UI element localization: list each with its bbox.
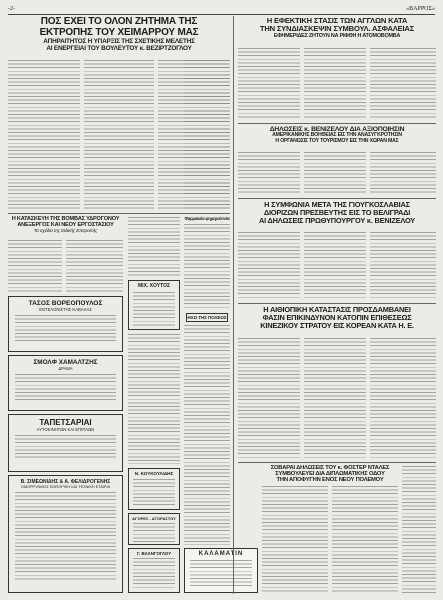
article-body-text	[238, 338, 300, 458]
page-header	[8, 6, 435, 14]
ad-koukoulidis	[128, 468, 180, 510]
headline-dulles-3: ΤΗΝ ΑΠΟΦΥΓΗΝ ΕΝΟΣ ΝΕΟΥ ΠΟΛΕΜΟΥ	[276, 477, 384, 484]
ad-text	[15, 435, 116, 459]
article-ektropi	[8, 17, 230, 52]
column-divider	[233, 16, 234, 594]
article-dulles	[262, 465, 398, 483]
ad-kalamatin	[184, 548, 258, 593]
ad-text	[133, 558, 175, 590]
article-bomb	[8, 217, 123, 234]
subheadline-angloi: ΕΦΗΜΕΡΙΔΕΣ ΖΗΤΟΥΝ ΝΑ ΡΙΦΘΗ Η ΑΤΟΜΟΒΟΜΒΑ	[273, 32, 401, 39]
article-body-text	[184, 325, 230, 545]
headline-dulles-2: ΣΥΜΒΟΥΛΕΥΕΙ ΔΙΑ ΔΙΠΛΩΜΑΤΙΚΗΣ ΟΔΟΥ	[275, 471, 385, 478]
city-echo-box	[186, 313, 228, 322]
headline-ethiopia-2: ΦΑΣΙΝ ΕΠΙΚΙΝΔΥΝΟΝ ΚΑΤΟΠΙΝ ΕΠΙΘΕΣΕΩΣ	[262, 312, 412, 322]
ad-text	[190, 560, 252, 588]
headline-ektropi-1: ΠΟΣ ΕΧΕΙ ΤΟ ΟΛΟΝ ΖΗΤΗΜΑ ΤΗΣ	[40, 16, 198, 27]
article-body-text	[8, 240, 62, 292]
article-body-text	[262, 486, 328, 593]
article-venizelos-tourism	[238, 126, 436, 144]
headline-venizelos-3: Η ΟΡΓΑΝΩΣΙΣ ΤΟΥ ΤΟΥΡΙΣΜΟΥ ΕΙΣ ΤΗΝ ΧΩΡΑΝ ΜΑΣ	[275, 137, 399, 144]
article-body-text	[370, 338, 436, 458]
ad-simeonidis	[8, 475, 123, 593]
article-body-text	[184, 60, 230, 210]
ad-voreopoulos-title: ΤΑΣΟΣ ΒΟΡΕΟΠΟΥΛΟΣ	[28, 300, 103, 307]
article-body-text	[402, 466, 436, 593]
divider	[238, 198, 436, 199]
headline-ethiopia-3: ΚΙΝΕΖΙΚΟΥ ΣΤΡΑΤΟΥ ΕΙΣ ΚΟΡΕΑΝ ΚΑΤΑ Η. Ε.	[260, 320, 414, 330]
pharmacies-title: Φαρμακεία φημερεύοντα	[184, 216, 230, 221]
ad-text	[133, 292, 175, 328]
article-yugoslavia	[238, 201, 436, 224]
ad-text	[15, 374, 116, 400]
ad-vlangoglou	[128, 548, 180, 593]
headline-venizelos-1: ΔΗΛΩΣΕΙΣ κ. ΒΕΝΙΖΕΛΟΥ ΔΙΑ ΑΞΙΟΠΟΙΗΣΙΝ	[269, 126, 405, 133]
ad-koukoulidis-title: Ν. ΚΟΥΚΟΥΛΙΔΗΣ	[134, 471, 174, 476]
divider	[238, 462, 436, 463]
ad-agorastou-title: ΑΓΟΡΕΣ - ΑΓΟΡΑΣΤΟΥ	[132, 516, 176, 521]
city-echo-title: ΗΧΩ ΤΗΣ ΠΟΛΕΩΣ	[187, 315, 227, 320]
headline-yugoslavia-3: ΑΙ ΔΗΛΩΣΕΙΣ ΠΡΩΘΥΠΟΥΡΓΟΥ κ. ΒΕΝΙΖΕΛΟΥ	[258, 215, 416, 225]
article-body-text	[370, 48, 436, 120]
masthead: «ΒΑΡΡΟΣ»	[406, 6, 435, 12]
divider	[238, 303, 436, 304]
headline-ektropi-2: ΕΚΤΡΟΠΗΣ ΤΟΥ ΧΕΙΜΑΡΡΟΥ ΜΑΣ	[39, 26, 199, 38]
subheadline-ektropi-1: ΑΠΗΡΑΙΤΗΤΟΣ Η ΥΠΑΡΞΙΣ ΤΗΣ ΣΧΕΤΙΚΗΣ ΜΕΛΕΤΗΣ	[43, 38, 195, 45]
ad-voreopoulos-sub: ΕΝΤΕΛΟΝΙΣΤΗΣ ΚΑΒΑΛΑΣ	[39, 307, 92, 312]
subheadline-ektropi-2: ΑΙ ΕΝΕΡΓΕΙΑΙ ΤΟΥ ΒΟΥΛΕΥΤΟΥ κ. ΒΕΖΙΡΤΖΟΓΛΟΥ	[46, 44, 192, 52]
headline-bomb-2: ΑΝΕΞΕΡΓΟΣ ΚΑΙ ΝΕΟΥ ΕΡΓΟΣΤΑΣΙΟΥ	[17, 221, 114, 228]
ad-text	[133, 523, 175, 543]
ad-text	[15, 492, 116, 582]
headline-venizelos-2: ΑΜΕΡΙΚΑΝΙΚΗΣ ΒΟΗΘΕΙΑΣ ΕΙΣ ΤΗΝ ΑΝΑΣΥΓΚΡΟΤΗΣΙΝ	[272, 132, 402, 139]
article-body-text	[370, 232, 436, 300]
headline-dulles-1: ΣΟΒΑΡΑΙ ΔΗΛΩΣΕΙΣ ΤΟΥ κ. ΦΟΣΤΕΡ ΝΤΑΛΕΣ	[270, 465, 390, 471]
pharmacies-section	[184, 217, 230, 221]
article-body-text	[304, 338, 366, 458]
ad-hamaltzis	[8, 355, 123, 411]
headline-yugoslavia-2: ΔΙΟΡΙΖΩΝ ΠΡΕΣΒΕΥΤΗΣ ΕΙΣ ΤΟ ΒΕΛΙΓΡΑΔΙ	[263, 207, 411, 217]
ad-hamaltzis-sub: ΔΡΑΜΑ	[58, 366, 73, 371]
article-body-text	[184, 224, 230, 310]
divider	[238, 123, 436, 124]
ad-tapetsaries	[8, 414, 123, 472]
headline-angloi-2: ΤΗΝ ΣΥΝΔΙΑΣΚΕΨΙΝ ΣΥΜΒΟΥΛ. ΑΣΦΑΛΕΙΑΣ	[259, 23, 415, 33]
ad-hamaltzis-title: ΣΜΟΛΦ ΧΑΜΑΛΤΖΗΣ	[33, 359, 98, 366]
ad-simeonidis-sub: ΟΜΟΡΡΥΘΜΟΣ ΕΜΠΟΡΙΚΗ ΚΑΙ ΤΕΧΝΙΚΗ ΕΤΑΙΡΙΑ	[20, 485, 111, 489]
ad-voreopoulos	[8, 296, 123, 352]
article-body-text	[238, 152, 300, 194]
article-body-text	[304, 48, 366, 120]
ad-text	[15, 315, 116, 341]
article-angloi	[238, 17, 436, 40]
article-body-text	[66, 240, 123, 292]
subheadline-bomb: Τα σχέδια της Ειδικής Επιτροπής	[33, 228, 98, 234]
header-rule	[8, 14, 435, 15]
headline-bomb-1: Η ΚΑΤΑΣΚΕΥΗ ΤΗΣ ΒΟΜΒΑΣ ΥΔΡΟΓΟΝΟΥ	[11, 216, 120, 222]
headline-yugoslavia-1: Η ΣΥΜΦΩΝΙΑ ΜΕΤΑ ΤΗΣ ΓΙΟΥΓΚΟΣΛΑΒΙΑΣ	[264, 200, 410, 209]
ad-tapetsaries-title: ΤΑΠΕΤΣΑΡΙΑΙ	[39, 418, 92, 427]
article-body-text	[84, 60, 154, 210]
article-body-text	[128, 217, 180, 277]
ad-houtos	[128, 280, 180, 330]
article-ethiopia	[238, 306, 436, 329]
headline-angloi-1: Η ΕΦΕΚΤΙΚΗ ΣΤΑΣΙΣ ΤΩΝ ΑΓΓΛΩΝ ΚΑΤΑ	[266, 16, 408, 25]
ad-tapetsaries-sub: ΑΥΤΟΚΙΝΗΤΩΝ ΚΑΙ ΕΠΙΠΛΩΝ	[36, 427, 95, 432]
ad-kalamatin-title: ΚΑΛΑΜΑΤΙΝ	[198, 551, 244, 557]
article-body-text	[304, 232, 366, 300]
article-body-text	[332, 486, 398, 593]
ad-simeonidis-title: Β. ΣΙΜΕΩΝΙΔΗΣ & Α. ΦΕΛΙΔΡΟΓΕΝΗΣ	[20, 479, 111, 485]
ad-text	[133, 479, 175, 507]
article-body-text	[8, 60, 80, 210]
ad-agorastou	[128, 513, 180, 545]
divider	[8, 213, 230, 214]
ad-houtos-title: ΜΙΧ. ΧΟΥΤΟΣ	[138, 283, 170, 289]
article-body-text	[238, 48, 300, 120]
article-body-text	[370, 152, 436, 194]
article-body-text	[128, 334, 180, 464]
page-number: -2-	[8, 6, 15, 12]
article-body-text	[304, 152, 366, 194]
headline-ethiopia-1: Η ΑΙΘΙΟΠΙΚΗ ΚΑΤΑΣΤΑΣΙΣ ΠΡΟΣΔΑΜΒΑΝΕΙ	[263, 305, 411, 314]
ad-vlangoglou-title: Γ. ΒΛΑΝΓΟΓΛΟΥ	[136, 551, 172, 556]
article-body-text	[238, 232, 300, 300]
